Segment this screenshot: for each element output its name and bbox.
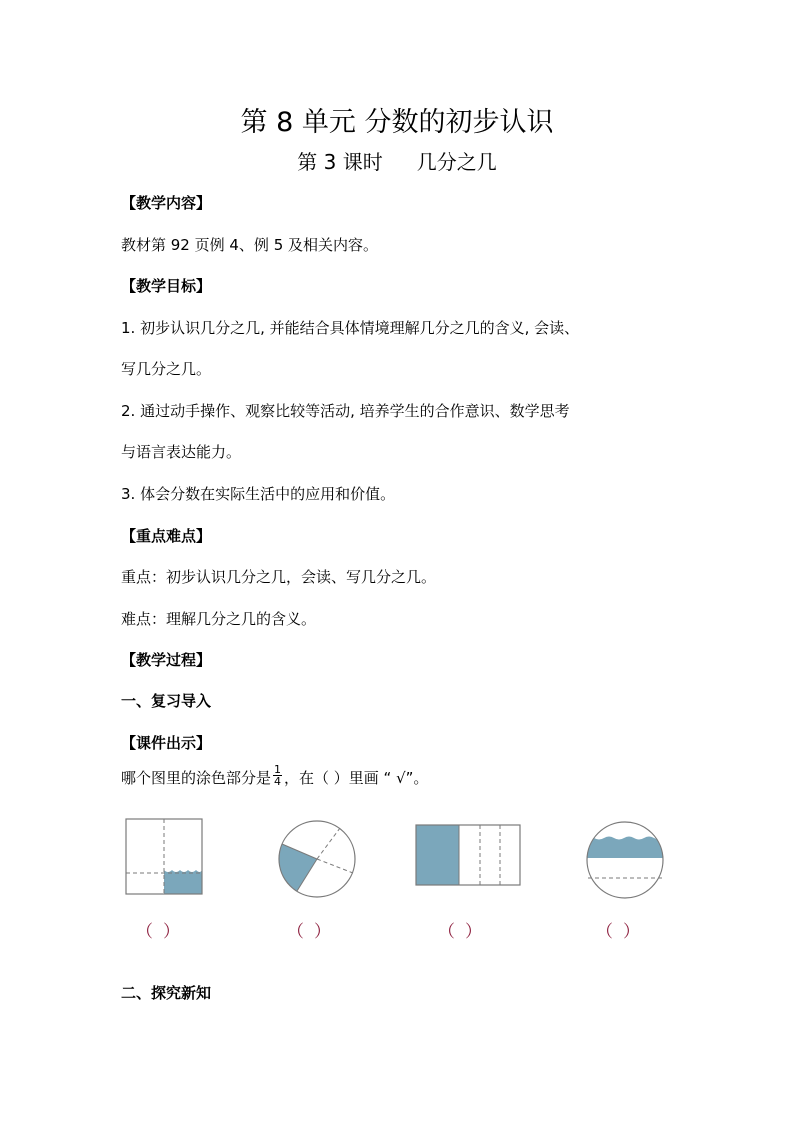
paren-open: （ xyxy=(136,922,153,942)
step-2-heading: 二、探究新知 xyxy=(121,984,212,1002)
lesson-title xyxy=(0,146,794,175)
teaching-content-text: 教材第 92 页例 4、例 5 及相关内容。 xyxy=(121,236,379,254)
question-text xyxy=(121,763,429,790)
question-suffix: ，在（ ）里画 “ √”。 xyxy=(284,769,429,787)
goal-3: 3. 体会分数在实际生活中的应用和价值。 xyxy=(121,485,396,503)
goal-1-line-2: 写几分之几。 xyxy=(121,360,212,378)
figure-square-quarters xyxy=(124,818,204,896)
answer-slot-3[interactable] xyxy=(438,917,482,942)
teaching-process-heading: 【教学过程】 xyxy=(121,651,212,669)
answer-slot-2[interactable] xyxy=(287,917,331,942)
paren-open: （ xyxy=(438,922,455,942)
teaching-goals-heading: 【教学目标】 xyxy=(121,277,212,295)
key-point: 重点：初步认识几分之几，会读、写几分之几。 xyxy=(121,568,437,586)
key-points-heading: 【重点难点】 xyxy=(121,527,212,545)
fraction-denominator: 4 xyxy=(274,775,282,788)
lesson-topic: 几分之几 xyxy=(416,150,497,174)
goal-2-line-2: 与语言表达能力。 xyxy=(121,443,242,461)
unit-title: 第 8 单元 分数的初步认识 xyxy=(240,107,554,138)
shaded-wave xyxy=(164,870,202,878)
paren-open: （ xyxy=(596,922,613,942)
fraction-numerator: 1 xyxy=(274,763,282,776)
courseware-heading: 【课件出示】 xyxy=(121,734,212,752)
lesson-number: 第 3 课时 xyxy=(297,150,383,174)
shaded-band xyxy=(584,837,666,859)
goal-2-line-1: 2. 通过动手操作、观察比较等活动, 培养学生的合作意识、数学思考 xyxy=(121,402,570,420)
paren-close: ） xyxy=(465,922,482,942)
answer-slot-1[interactable] xyxy=(136,917,180,942)
goal-1-line-1: 1. 初步认识几分之几, 并能结合具体情境理解几分之几的含义, 会读、 xyxy=(121,319,580,337)
paren-close: ） xyxy=(623,922,640,942)
fraction-one-quarter xyxy=(273,764,282,787)
figure-circle-sectors xyxy=(276,818,358,900)
figure-circle-band xyxy=(584,820,666,900)
shaded-region xyxy=(416,825,459,885)
answer-slot-4[interactable] xyxy=(596,917,640,942)
paren-close: ） xyxy=(163,922,180,942)
question-prefix: 哪个图里的涂色部分是 xyxy=(121,769,272,787)
radius-line-3 xyxy=(317,828,340,859)
difficult-point: 难点：理解几分之几的含义。 xyxy=(121,610,317,628)
figure-rectangle-strips xyxy=(414,823,524,887)
radius-line-4 xyxy=(317,859,353,873)
paren-open: （ xyxy=(287,922,304,942)
step-1-heading: 一、复习导入 xyxy=(121,692,212,710)
teaching-content-heading: 【教学内容】 xyxy=(121,194,212,212)
circle-outline xyxy=(587,822,663,898)
paren-close: ） xyxy=(314,922,331,942)
